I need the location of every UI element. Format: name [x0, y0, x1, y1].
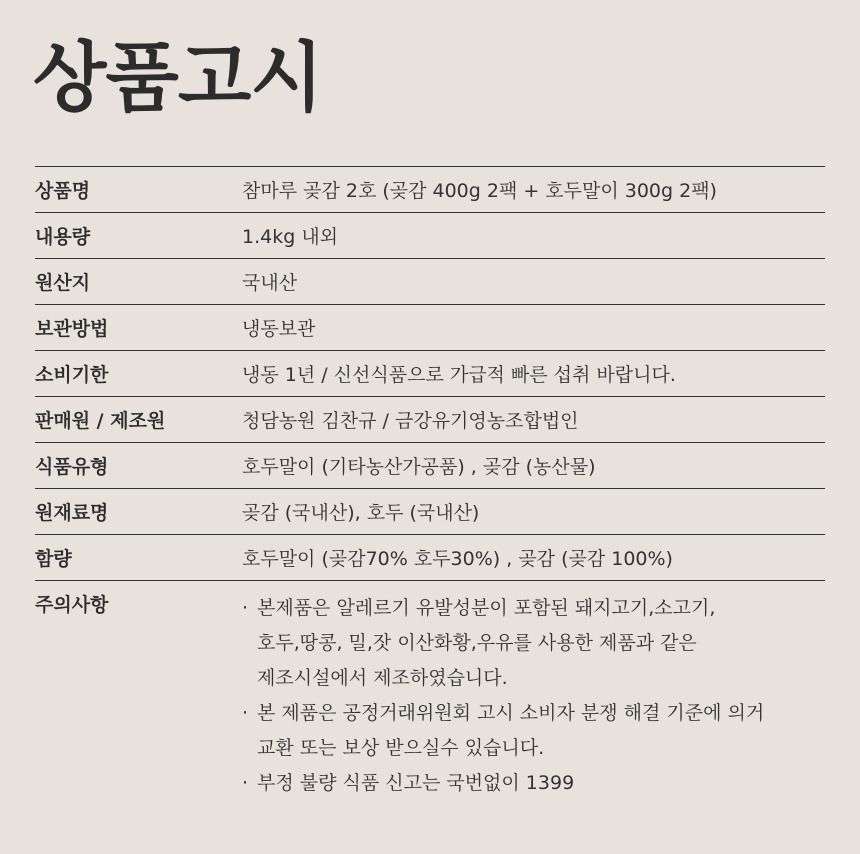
bullet-icon: ·	[242, 772, 249, 794]
row-label: 주의사항	[35, 594, 109, 616]
table-row-product-name	[35, 167, 825, 213]
table-row-cautions	[35, 581, 825, 801]
list-item	[242, 766, 825, 801]
row-value: 참마루 곶감 2호 (곶감 400g 2팩 + 호두말이 300g 2팩)	[242, 180, 717, 202]
table-row-ingredients	[35, 489, 825, 535]
table-row-storage	[35, 305, 825, 351]
note-line: 본 제품은 공정거래위원회 고시 소비자 분쟁 해결 기준에 의거	[257, 702, 765, 724]
bullet-icon: ·	[242, 702, 249, 724]
row-label: 함량	[35, 548, 72, 570]
note-line: 교환 또는 보상 받으실수 있습니다.	[257, 737, 545, 759]
row-label: 식품유형	[35, 456, 109, 478]
row-value: 호두말이 (기타농산가공품) , 곶감 (농산물)	[242, 456, 596, 478]
row-label: 소비기한	[35, 364, 109, 386]
row-label: 내용량	[35, 226, 91, 248]
row-value: 곶감 (국내산), 호두 (국내산)	[242, 502, 480, 524]
list-item	[242, 591, 825, 696]
row-value: 냉동보관	[242, 318, 316, 340]
table-row-quantity	[35, 213, 825, 259]
note-line: 호두,땅콩, 밀,잣 이산화황,우유를 사용한 제품과 같은	[257, 632, 697, 654]
table-row-food-type	[35, 443, 825, 489]
row-value: 호두말이 (곶감70% 호두30%) , 곶감 (곶감 100%)	[242, 548, 673, 570]
row-label: 원재료명	[35, 502, 109, 524]
row-label: 원산지	[35, 272, 91, 294]
table-row-seller-maker	[35, 397, 825, 443]
page-title: 상품고시	[33, 33, 323, 122]
table-row-origin	[35, 259, 825, 305]
row-value: 청담농원 김찬규 / 금강유기영농조합법인	[242, 410, 579, 432]
list-item	[242, 696, 825, 766]
product-info-table	[35, 166, 825, 801]
bullet-icon: ·	[242, 597, 249, 619]
note-line: 본제품은 알레르기 유발성분이 포함된 돼지고기,소고기,	[257, 597, 716, 619]
note-line: 제조시설에서 제조하였습니다.	[257, 667, 508, 689]
row-value: 냉동 1년 / 신선식품으로 가급적 빠른 섭취 바랍니다.	[242, 364, 676, 386]
row-value: 1.4kg 내외	[242, 226, 339, 248]
row-label: 상품명	[35, 180, 91, 202]
cautions-list	[242, 591, 825, 801]
table-row-content-ratio	[35, 535, 825, 581]
table-row-expiry	[35, 351, 825, 397]
row-label: 보관방법	[35, 318, 109, 340]
row-label: 판매원 / 제조원	[35, 410, 166, 432]
row-value: 국내산	[242, 272, 298, 294]
note-line: 부정 불량 식품 신고는 국번없이 1399	[257, 772, 575, 794]
